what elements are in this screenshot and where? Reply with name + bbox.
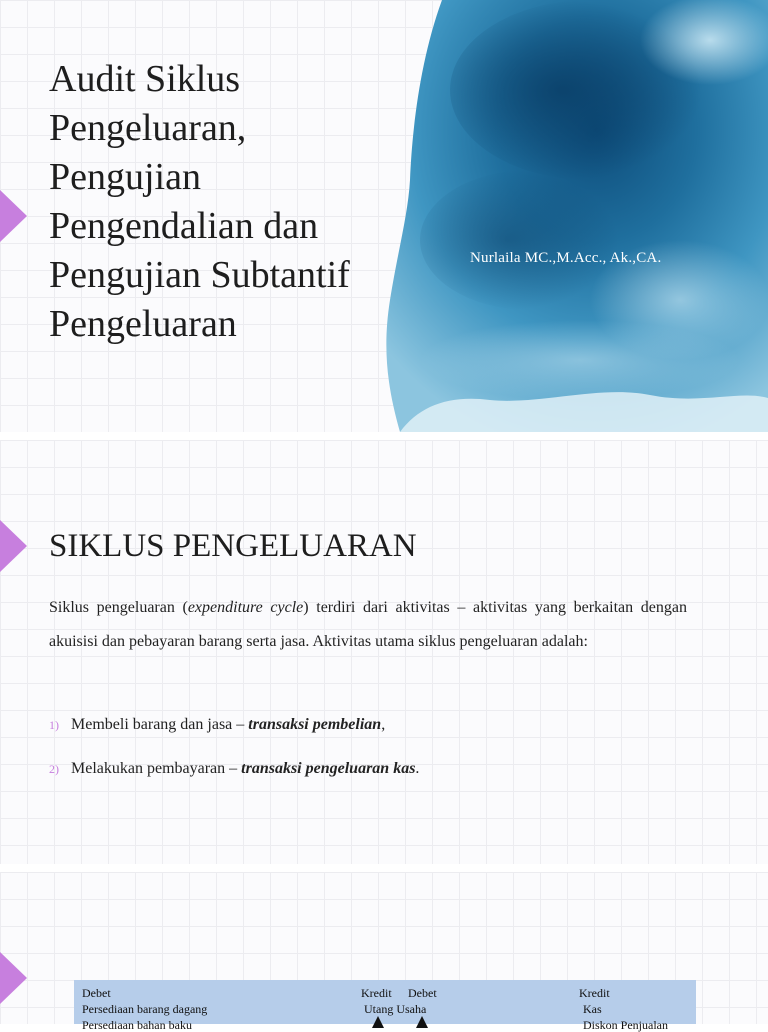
section-title: SIKLUS PENGELUARAN [49, 528, 417, 564]
table-cell: Diskon Penjualan [583, 1018, 668, 1032]
journal-table [74, 980, 696, 1032]
table-header-debet: Debet [408, 986, 437, 1000]
table-header-kredit: Kredit [361, 986, 392, 1000]
accent-arrow [0, 520, 27, 572]
table-cell: Persediaan barang dagang [82, 1002, 208, 1016]
table-cell: Persediaan bahan baku [82, 1018, 192, 1032]
table-header-kredit: Kredit [579, 986, 610, 1000]
watercolor-image [380, 0, 768, 432]
accent-arrow [0, 952, 27, 1004]
table-cell: Utang Usaha [364, 1002, 427, 1016]
title-slide [0, 0, 768, 432]
author-name: Nurlaila MC.,M.Acc., Ak.,CA. [470, 250, 662, 266]
table-cell: Kas [583, 1002, 602, 1016]
table-header-debet: Debet [82, 986, 111, 1000]
arrow-up-icon [370, 1016, 430, 1028]
intro-italic-term: expenditure cycle [187, 599, 304, 616]
list-item: 1) Membeli barang dan jasa – transaksi pembelian, [49, 716, 386, 733]
intro-paragraph: Siklus pengeluaran (expenditure cycle) terdiri dari aktivitas – aktivitas yang berkaitan dengan akuisisi dan pebayaran barang serta jasa. Aktivitas utama siklus pengeluaran adalah: [49, 599, 688, 650]
accent-arrow [0, 190, 27, 242]
list-item: 2) Melakukan pembayaran – transaksi pengeluaran kas. [49, 760, 420, 777]
presentation-title: Audit Siklus Pengeluaran, Pengujian Pengendalian dan Pengujian Subtantif Pengeluaran [49, 58, 350, 345]
